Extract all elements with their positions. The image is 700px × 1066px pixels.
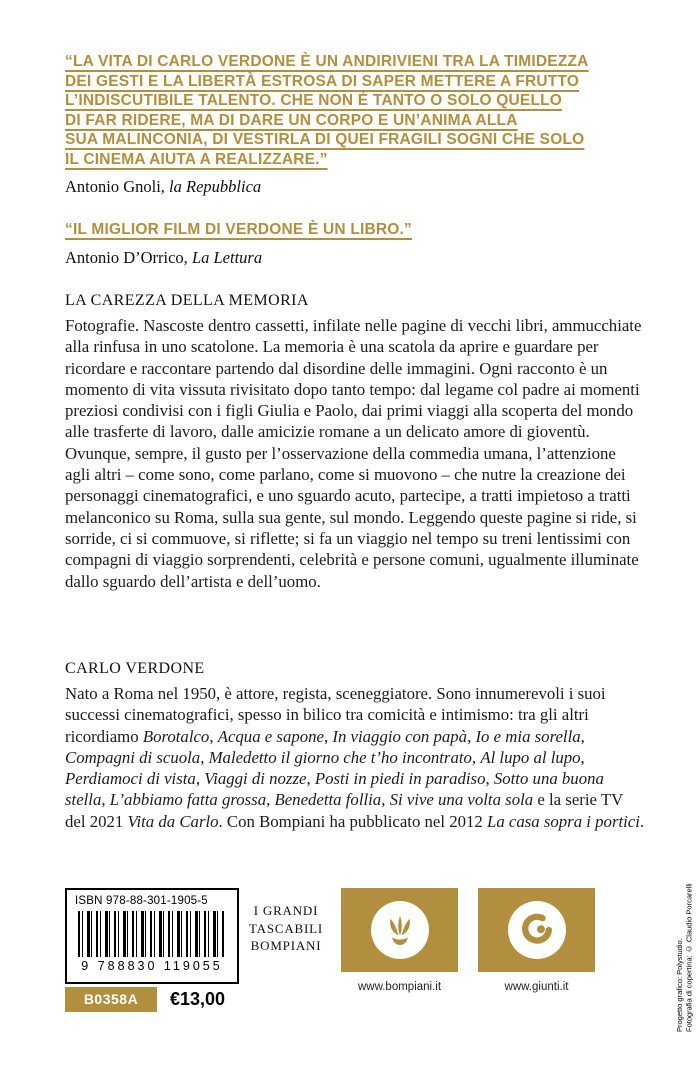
- giunti-logo-square: [478, 888, 595, 972]
- giunti-logo-block: [478, 888, 595, 1002]
- barcode-digits: 9 788830 119055: [81, 959, 223, 973]
- author-bio-text: Nato a Roma nel 1950, è attore, regista, sceneggiatore. Sono innumerevoli i suoi successi cinematografici, spesso in bilico tra comicità e intimismo: tra gli altri ricordiamo Borotalco, Acqua e sapone, In viaggio con papà, Io e mia sorella, Compagni di scuola, Maledetto il giorno che t’ho incontrato, Al lupo al lupo, Perdiamoci di vista, Viaggi di nozze, Posti in piedi in paradiso, Sotto una buona stella, L’abbiamo fatta grossa, Benedetta follia, Si vive una volta sola e la serie TV del 2021 Vita da Carlo. Con Bompiani ha pubblicato nel 2012 La casa sopra i portici.: [65, 684, 645, 831]
- press-quote-repubblica: “LA VITA DI CARLO VERDONE È UN ANDIRIVIENI TRA LA TIMIDEZZA DEI GESTI E LA LIBERTÀ ESTROSA DI SAPER METTERE A FRUTTO L’INDISCUTIBILE TALENTO. CHE NON È TANTO O SOLO QUELLO DI FAR RIDERE, MA DI DARE UN CORPO E UN’ANIMA ALLA SUA MALINCONIA, DI VESTIRLA DI QUEI FRAGILI SOGNI CHE SOLO IL CINEMA AIUTA A REALIZZARE.”: [65, 53, 589, 168]
- author-name-heading: CARLO VERDONE: [65, 660, 205, 677]
- giunti-logo-icon: [508, 901, 566, 959]
- press-quote-repubblica-attribution: Antonio Gnoli, la Repubblica: [65, 177, 262, 196]
- bompiani-logo-square: [341, 888, 458, 972]
- press-quote-lettura: “IL MIGLIOR FILM DI VERDONE È UN LIBRO.”: [65, 221, 412, 238]
- ean-barcode: [78, 911, 226, 957]
- synopsis-text: Fotografie. Nascoste dentro cassetti, infilate nelle pagine di vecchi libri, ammucchiate alla rinfusa in uno scatolone. La memoria è una scatola da aprire e guardare per ricordare e raccontare partendo dal disordine delle immagini. Ogni racconto è un momento di vita vissuta rivisitato dopo tanto tempo: dal legame col padre ai momenti preziosi condivisi con i figli Giulia e Paolo, dai primi viaggi alla scoperta del mondo alle trasferte di lavoro, dalle amicizie romane a un delicato amore di gioventù. Ovunque, sempre, il gusto per l’osservazione della commedia umana, l’attenzione agli altri – come sono, come parlano, come si muovono – che nutre la creazione dei personaggi cinematografici, e uno sguardo acuto, partecipe, a tratti impietoso a tratti melanconico su Roma, sulla sua gente, sul mondo. Leggendo queste pagine si ride, si sorride, ci si commuove, si riflette; si fa un viaggio nel tempo su treni lentissimi con compagni di viaggio sorprendenti, celebrità e persone comuni, ugualmente illuminate dallo sguardo dell’artista e dell’uomo.: [65, 316, 642, 591]
- isbn-label: ISBN 978-88-301-1905-5: [75, 895, 208, 907]
- giunti-url: www.giunti.it: [478, 972, 595, 1002]
- barcode-box: [65, 888, 239, 984]
- price-label: €13,00: [170, 989, 226, 1009]
- catalog-code-badge: B0358A: [65, 987, 157, 1012]
- synopsis-section: [65, 292, 645, 592]
- imprint-name: I GRANDI TASCABILI BOMPIANI: [248, 903, 324, 953]
- bompiani-url: www.bompiani.it: [341, 972, 458, 1002]
- author-section: [65, 660, 645, 832]
- design-credits: Progetto grafico: Polystudio. Fotografia di copertina: © Claudio Porcarelli: [675, 883, 694, 1032]
- bompiani-logo-block: [341, 888, 458, 1002]
- book-title: LA CAREZZA DELLA MEMORIA: [65, 292, 309, 309]
- bompiani-flower-icon: [371, 901, 429, 959]
- press-quotes-section: [65, 52, 650, 269]
- press-quote-lettura-attribution: Antonio D’Orrico, La Lettura: [65, 247, 263, 267]
